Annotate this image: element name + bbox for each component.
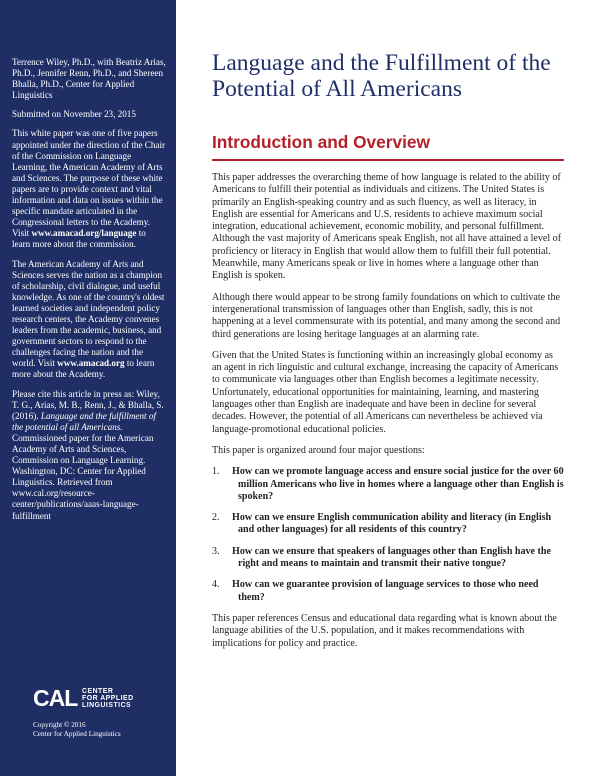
question-text: How can we guarantee provision of language services to those who need them? bbox=[232, 579, 539, 603]
cal-logo bbox=[33, 686, 173, 710]
submission-date: Submitted on November 23, 2015 bbox=[12, 109, 136, 120]
questions-list bbox=[212, 466, 564, 604]
question-number: 1. bbox=[212, 466, 220, 478]
amacad-link[interactable]: www.amacad.org bbox=[57, 358, 125, 369]
question-number: 2. bbox=[212, 512, 220, 524]
about-academy-text-end: to learn more about the Academy. bbox=[12, 358, 155, 380]
about-paper-text-end: to learn more about the commission. bbox=[12, 228, 146, 250]
cal-logo-text bbox=[82, 688, 134, 710]
body-paragraph: This paper addresses the overarching theme of how language is related to the ability of Americans to fulfill their potential as individuals and citizens. The United States is primarily an English-speaking country and as such fluency, as well as literacy, in English are essential for Americans and U.S. residents to achieve maximum social integration, educational achievement, economic mobility, and personal fulfillment. Although the vast majority of Americans speak English, not all have attained a level of proficiency or literacy in English that would allow them to fulfill their full potential. Meanwhile, many Americans speak or live in homes where a language other than English is spoken. bbox=[212, 172, 562, 282]
closing-paragraph: This paper references Census and educational data regarding what is known about the language abilities of the U.S. population, and it makes recommendations with implications for policy and practice. bbox=[212, 612, 557, 649]
citation-text: Please cite this article in press as: Wiley, T. G., Arias, M. B., Renn, J., & Bhalla, S. (2016). bbox=[12, 388, 164, 421]
citation-text-end: Commissioned paper for the American Academy of Arts and Sciences, Commission on Language Learning. Washington, DC: Center for Applied Linguistics. Retrieved from www.cal.org/resource-center/publications/aaas-language-fulfillment bbox=[12, 432, 154, 521]
cal-logo-mark: CAL bbox=[33, 685, 78, 711]
about-paper-text: This white paper was one of five papers appointed under the direction of the Chair of the Commission on Language Learning, the American Academy of Arts and Sciences. The purpose of these white papers are to provide context and vital information and data on issues within the specific mandate articulated in the Congressional letters to the Academy. Visit bbox=[12, 128, 166, 239]
authors: Terrence Wiley, Ph.D., with Beatriz Arias, Ph.D., Jennifer Renn, Ph.D., and Shereen Bhalla, Ph.D., Center for Applied Linguistics bbox=[12, 57, 166, 101]
question-number: 3. bbox=[212, 545, 220, 557]
body-paragraph: This paper is organized around four major questions: bbox=[212, 444, 425, 456]
question-item bbox=[212, 512, 564, 537]
cal-logo-line: LINGUISTICS bbox=[82, 702, 132, 710]
about-academy bbox=[12, 259, 166, 381]
cal-logo-line: FOR APPLIED bbox=[82, 695, 134, 703]
about-paper bbox=[12, 128, 166, 250]
cal-logo-line: CENTER bbox=[82, 688, 114, 695]
body-paragraph: Given that the United States is functioning within an increasingly global economy as an agent in rich linguistic and cultural exchange, increasing the capacity of Americans to communicate via languages other than English becomes a legitimate necessity. Unfortunately, educational opportunities for maintaining, learning, and mastering languages other than English are inadequate and have been in decline for several decades. However, the potential of all Americans can nevertheless be achieved via language-promotional educational policies. bbox=[212, 349, 559, 435]
question-item bbox=[212, 579, 564, 604]
section-heading: Introduction and Overview bbox=[212, 132, 430, 152]
question-text: How can we ensure English communication ability and literacy (in English and other languages) for all residents of this country? bbox=[232, 512, 552, 536]
about-academy-text: The American Academy of Arts and Sciences serves the nation as a champion of scholarship, civil dialogue, and useful knowledge. As one of the country's oldest learned societies and independent policy research centers, the Academy convenes leaders from the academic, business, and government sectors to respond to the challenges facing the nation and the world. Visit bbox=[12, 258, 165, 369]
question-text: How can we promote language access and ensure social justice for the over 60 million Americans who live in homes where a language other than English is spoken? bbox=[232, 466, 564, 502]
language-link[interactable]: www.amacad.org/language bbox=[31, 228, 137, 239]
body-text bbox=[212, 172, 564, 659]
body-paragraph: Although there would appear to be strong family foundations on which to cultivate the intergenerational transmission of languages other than English, sadly, this is not happening at a level commensurate with its potential, and many among the second and third generations are losing heritage languages at an alarming rate. bbox=[212, 291, 561, 340]
sidebar bbox=[0, 0, 176, 776]
question-item bbox=[212, 546, 564, 571]
copyright-holder: Center for Applied Linguistics bbox=[33, 730, 121, 738]
document-title: Language and the Fulfillment of the Potential of All Americans bbox=[212, 50, 551, 102]
question-item bbox=[212, 466, 564, 503]
citation-title: Language and the fulfillment of the potential of all Americans. bbox=[12, 410, 156, 432]
copyright-year: Copyright © 2016 bbox=[33, 721, 86, 729]
question-number: 4. bbox=[212, 579, 220, 591]
question-text: How can we ensure that speakers of languages other than English have the right and means to maintain and transmit their native tongue? bbox=[232, 545, 551, 570]
copyright bbox=[33, 721, 121, 739]
heading-rule bbox=[212, 159, 564, 161]
citation bbox=[12, 389, 166, 522]
